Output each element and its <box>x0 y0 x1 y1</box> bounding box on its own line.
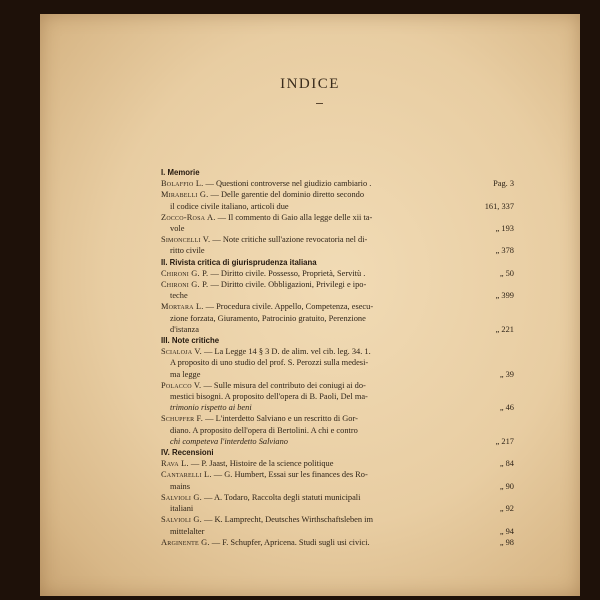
page-number: „ 90 <box>499 481 514 491</box>
author-name: Simoncelli V. <box>161 235 211 245</box>
entry-text <box>161 514 373 525</box>
entry-title: — A. Todaro, Raccolta degli statuti municipali <box>201 492 361 502</box>
entry-text <box>161 189 364 200</box>
author-name: Rava L. <box>161 459 189 469</box>
toc-line <box>161 301 514 312</box>
toc-line <box>161 234 514 245</box>
section-heading: II. Rivista critica di giurisprudenza italiana <box>161 257 317 267</box>
entry-title: mittelalter <box>170 526 205 536</box>
entry-title: — Delle garentie del dominio diretto secondo <box>208 190 365 200</box>
author-name: Zocco-Rosa A. <box>161 212 216 222</box>
toc-line <box>161 245 514 256</box>
entry-title: — L'interdetto Salviano e un rescritto di Gor- <box>203 414 358 424</box>
author-name: Arginente G. <box>161 537 210 547</box>
toc-line <box>161 458 514 469</box>
toc-line <box>161 526 514 537</box>
entry-text <box>170 425 358 436</box>
entry-title: diano. A proposito dell'opera di Bertolini. A chi e contro <box>170 425 358 435</box>
toc-entry <box>161 178 514 189</box>
toc-line <box>161 201 514 212</box>
page-number: „ 84 <box>499 459 514 469</box>
toc-line <box>161 313 514 324</box>
entry-title: — K. Lamprecht, Deutsches Wirthschaftsleben im <box>201 515 374 525</box>
toc-entry <box>161 413 514 447</box>
entry-text <box>170 436 288 447</box>
entry-title: — Sulle misura del contributo dei coniugi ai do- <box>201 380 366 390</box>
toc-line <box>161 178 514 189</box>
toc-line <box>161 391 514 402</box>
toc-entry <box>161 279 514 301</box>
entry-text <box>161 279 366 290</box>
entry-text <box>161 413 358 424</box>
toc-entry <box>161 346 514 380</box>
entry-title: — F. Schupfer, Apricena. Studi sugli usi civici. <box>209 537 370 547</box>
toc-line <box>161 324 514 335</box>
page-number: 161, 337 <box>484 201 514 211</box>
entry-text <box>170 313 366 324</box>
entry-title: d'istanza <box>170 324 199 334</box>
entry-title: A proposito di uno studio del prof. S. Perozzi sulla medesi- <box>170 358 369 368</box>
entry-title: — La Legge 14 § 3 D. de alim. vel cib. leg. 34. 1. <box>201 347 371 357</box>
toc-line <box>161 514 514 525</box>
toc-entry <box>161 458 514 469</box>
toc-entry <box>161 380 514 414</box>
entry-text <box>170 324 199 335</box>
entry-title: mains <box>170 481 191 491</box>
entry-title: vole <box>170 224 185 234</box>
toc-line <box>161 189 514 200</box>
title-rule <box>316 103 323 104</box>
toc-line <box>161 503 514 514</box>
entry-text <box>170 503 193 514</box>
page-number: „ 46 <box>499 403 514 413</box>
author-name: Scialoja V. <box>161 347 202 357</box>
author-name: Schupfer F. <box>161 414 204 424</box>
entry-title: — Il commento di Gaio alla legge delle xii ta- <box>215 212 373 222</box>
toc-line <box>161 425 514 436</box>
entry-title: — Diritto civile. Obbligazioni, Privilegi e ipo- <box>208 280 367 290</box>
toc-line <box>161 346 514 357</box>
section-heading: IV. Recensioni <box>161 448 214 458</box>
page-number: „ 217 <box>495 436 514 446</box>
author-name: Cantarelli L. <box>161 470 212 480</box>
entry-title: — Questioni controverse nel giudizio cambiario . <box>203 179 372 189</box>
entry-text <box>170 402 252 413</box>
author-name: Salvioli G. <box>161 492 202 502</box>
entry-title: — Procedura civile. Appello, Competenza, esecu- <box>203 302 374 312</box>
toc-entry <box>161 514 514 536</box>
page-number: „ 98 <box>499 537 514 547</box>
entry-text <box>161 346 371 357</box>
toc-line <box>161 436 514 447</box>
author-name: Polacco V. <box>161 380 202 390</box>
page-number: „ 399 <box>495 291 514 301</box>
toc-entry <box>161 492 514 514</box>
entry-text <box>170 357 368 368</box>
author-name: Mirabelli G. <box>161 190 209 200</box>
entry-text <box>170 526 204 537</box>
toc-entry <box>161 268 514 279</box>
toc-line <box>161 380 514 391</box>
toc-entry <box>161 537 514 548</box>
entry-title: mestici bisogni. A proposito dell'opera di B. Paoli, Del ma- <box>170 392 368 402</box>
entry-text <box>161 178 371 189</box>
entry-text <box>161 301 373 312</box>
author-name: Bolaffio L. <box>161 179 204 189</box>
toc-entry <box>161 301 514 335</box>
toc-entry <box>161 234 514 256</box>
toc-line <box>161 357 514 368</box>
author-name: Chironi G. P. <box>161 280 209 290</box>
entry-text <box>161 380 366 391</box>
entry-title: trimonio rispetto ai beni <box>170 403 252 413</box>
toc-line <box>161 537 514 548</box>
page-number: „ 39 <box>499 369 514 379</box>
entry-title: teche <box>170 291 188 301</box>
toc-entry <box>161 469 514 491</box>
section-heading: I. Memorie <box>161 168 200 177</box>
entry-title: — P. Jaast, Histoire de la science politique <box>188 459 334 469</box>
entry-text <box>161 212 372 223</box>
entry-text <box>161 458 333 469</box>
entry-text <box>170 223 184 234</box>
toc-line <box>161 223 514 234</box>
page-number: „ 94 <box>499 526 514 536</box>
toc-line <box>161 290 514 301</box>
entry-text <box>170 391 368 402</box>
toc-line <box>161 469 514 480</box>
book-page <box>40 14 580 596</box>
entry-title: il codice civile italiano, articoli due <box>170 201 289 211</box>
entry-text <box>170 201 289 212</box>
entry-title: ma legge <box>170 369 201 379</box>
entry-text <box>161 492 360 503</box>
author-name: Mortara L. <box>161 302 204 312</box>
entry-text <box>161 268 365 279</box>
page-number: „ 193 <box>495 224 514 234</box>
page-number: „ 92 <box>499 504 514 514</box>
entry-title: — Note critiche sull'azione revocatoria nel di- <box>210 235 368 245</box>
author-name: Chironi G. P. <box>161 268 209 278</box>
page-number: Pag. 3 <box>493 179 514 189</box>
entry-title: — G. Humbert, Essai sur les finances des Ro- <box>211 470 368 480</box>
entry-text <box>161 469 368 480</box>
section-heading: III. Note critiche <box>161 336 220 346</box>
entry-text <box>170 481 190 492</box>
table-of-contents <box>161 167 514 548</box>
page-number: „ 378 <box>495 246 514 256</box>
toc-line <box>161 279 514 290</box>
entry-title: chi competeva l'interdetto Salviano <box>170 436 288 446</box>
toc-line <box>161 369 514 380</box>
entry-title: — Diritto civile. Possesso, Proprietà, Servitù . <box>208 268 366 278</box>
toc-line <box>161 402 514 413</box>
toc-line <box>161 212 514 223</box>
page-number: „ 221 <box>495 324 514 334</box>
toc-entry <box>161 212 514 234</box>
entry-text <box>161 537 370 548</box>
entry-text <box>170 290 188 301</box>
entry-title: italiani <box>170 504 194 514</box>
entry-text <box>170 245 205 256</box>
entry-title: zione forzata, Giuramento, Patrocinio gratuito, Perenzione <box>170 313 366 323</box>
page-title: INDICE <box>280 76 340 92</box>
toc-line <box>161 268 514 279</box>
page-number: „ 50 <box>499 268 514 278</box>
entry-text <box>161 234 367 245</box>
toc-line <box>161 481 514 492</box>
entry-text <box>170 369 200 380</box>
author-name: Salvioli G. <box>161 515 202 525</box>
toc-entry <box>161 189 514 211</box>
toc-line <box>161 492 514 503</box>
entry-title: ritto civile <box>170 246 205 256</box>
toc-line <box>161 413 514 424</box>
